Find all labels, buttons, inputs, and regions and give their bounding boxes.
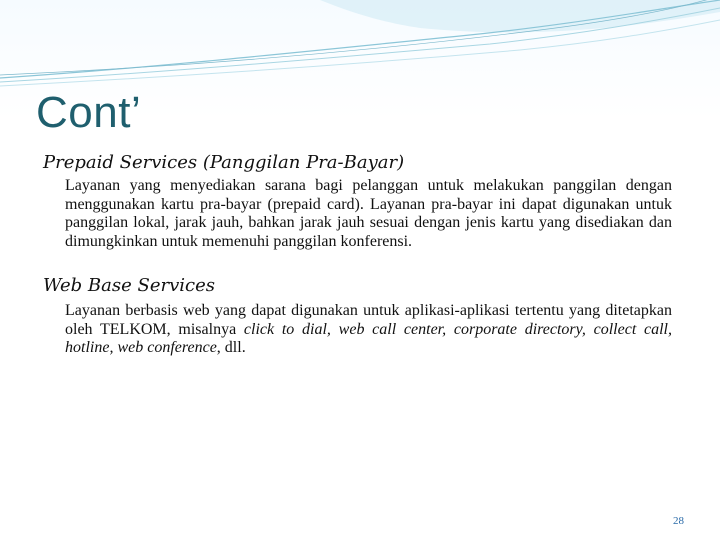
page-number: 28: [673, 515, 684, 527]
web-body-suffix: , dll.: [216, 339, 246, 356]
slide-content: [43, 152, 683, 358]
header-wave-decoration: [0, 0, 720, 90]
section-heading-prepaid: Prepaid Services (Panggilan Pra-Bayar): [43, 152, 405, 173]
web-body-examples: click to dial, web call center, corporate directory, collect call, hotline, web conference: [65, 320, 672, 356]
web-body-text: Layanan berbasis web yang dapat digunakan untuk aplikasi-aplikasi tertentu yang ditetapkan oleh TELKOM, misalnya: [65, 302, 672, 338]
section-heading-web: Web Base Services: [43, 275, 215, 296]
section-body-prepaid: Layanan yang menyediakan sarana bagi pelanggan untuk melakukan panggilan dengan menggunakan kartu pra-bayar (prepaid card). Layanan pra-bayar ini dapat digunakan untuk panggilan lokal, jarak jauh, bahkan jarak jauh sesuai dengan jenis kartu yang disediakan dan dimungkinkan untuk memenuhi panggilan konferensi.: [65, 177, 672, 250]
slide-title: Cont’: [36, 88, 142, 137]
section-body-web: [65, 302, 672, 358]
